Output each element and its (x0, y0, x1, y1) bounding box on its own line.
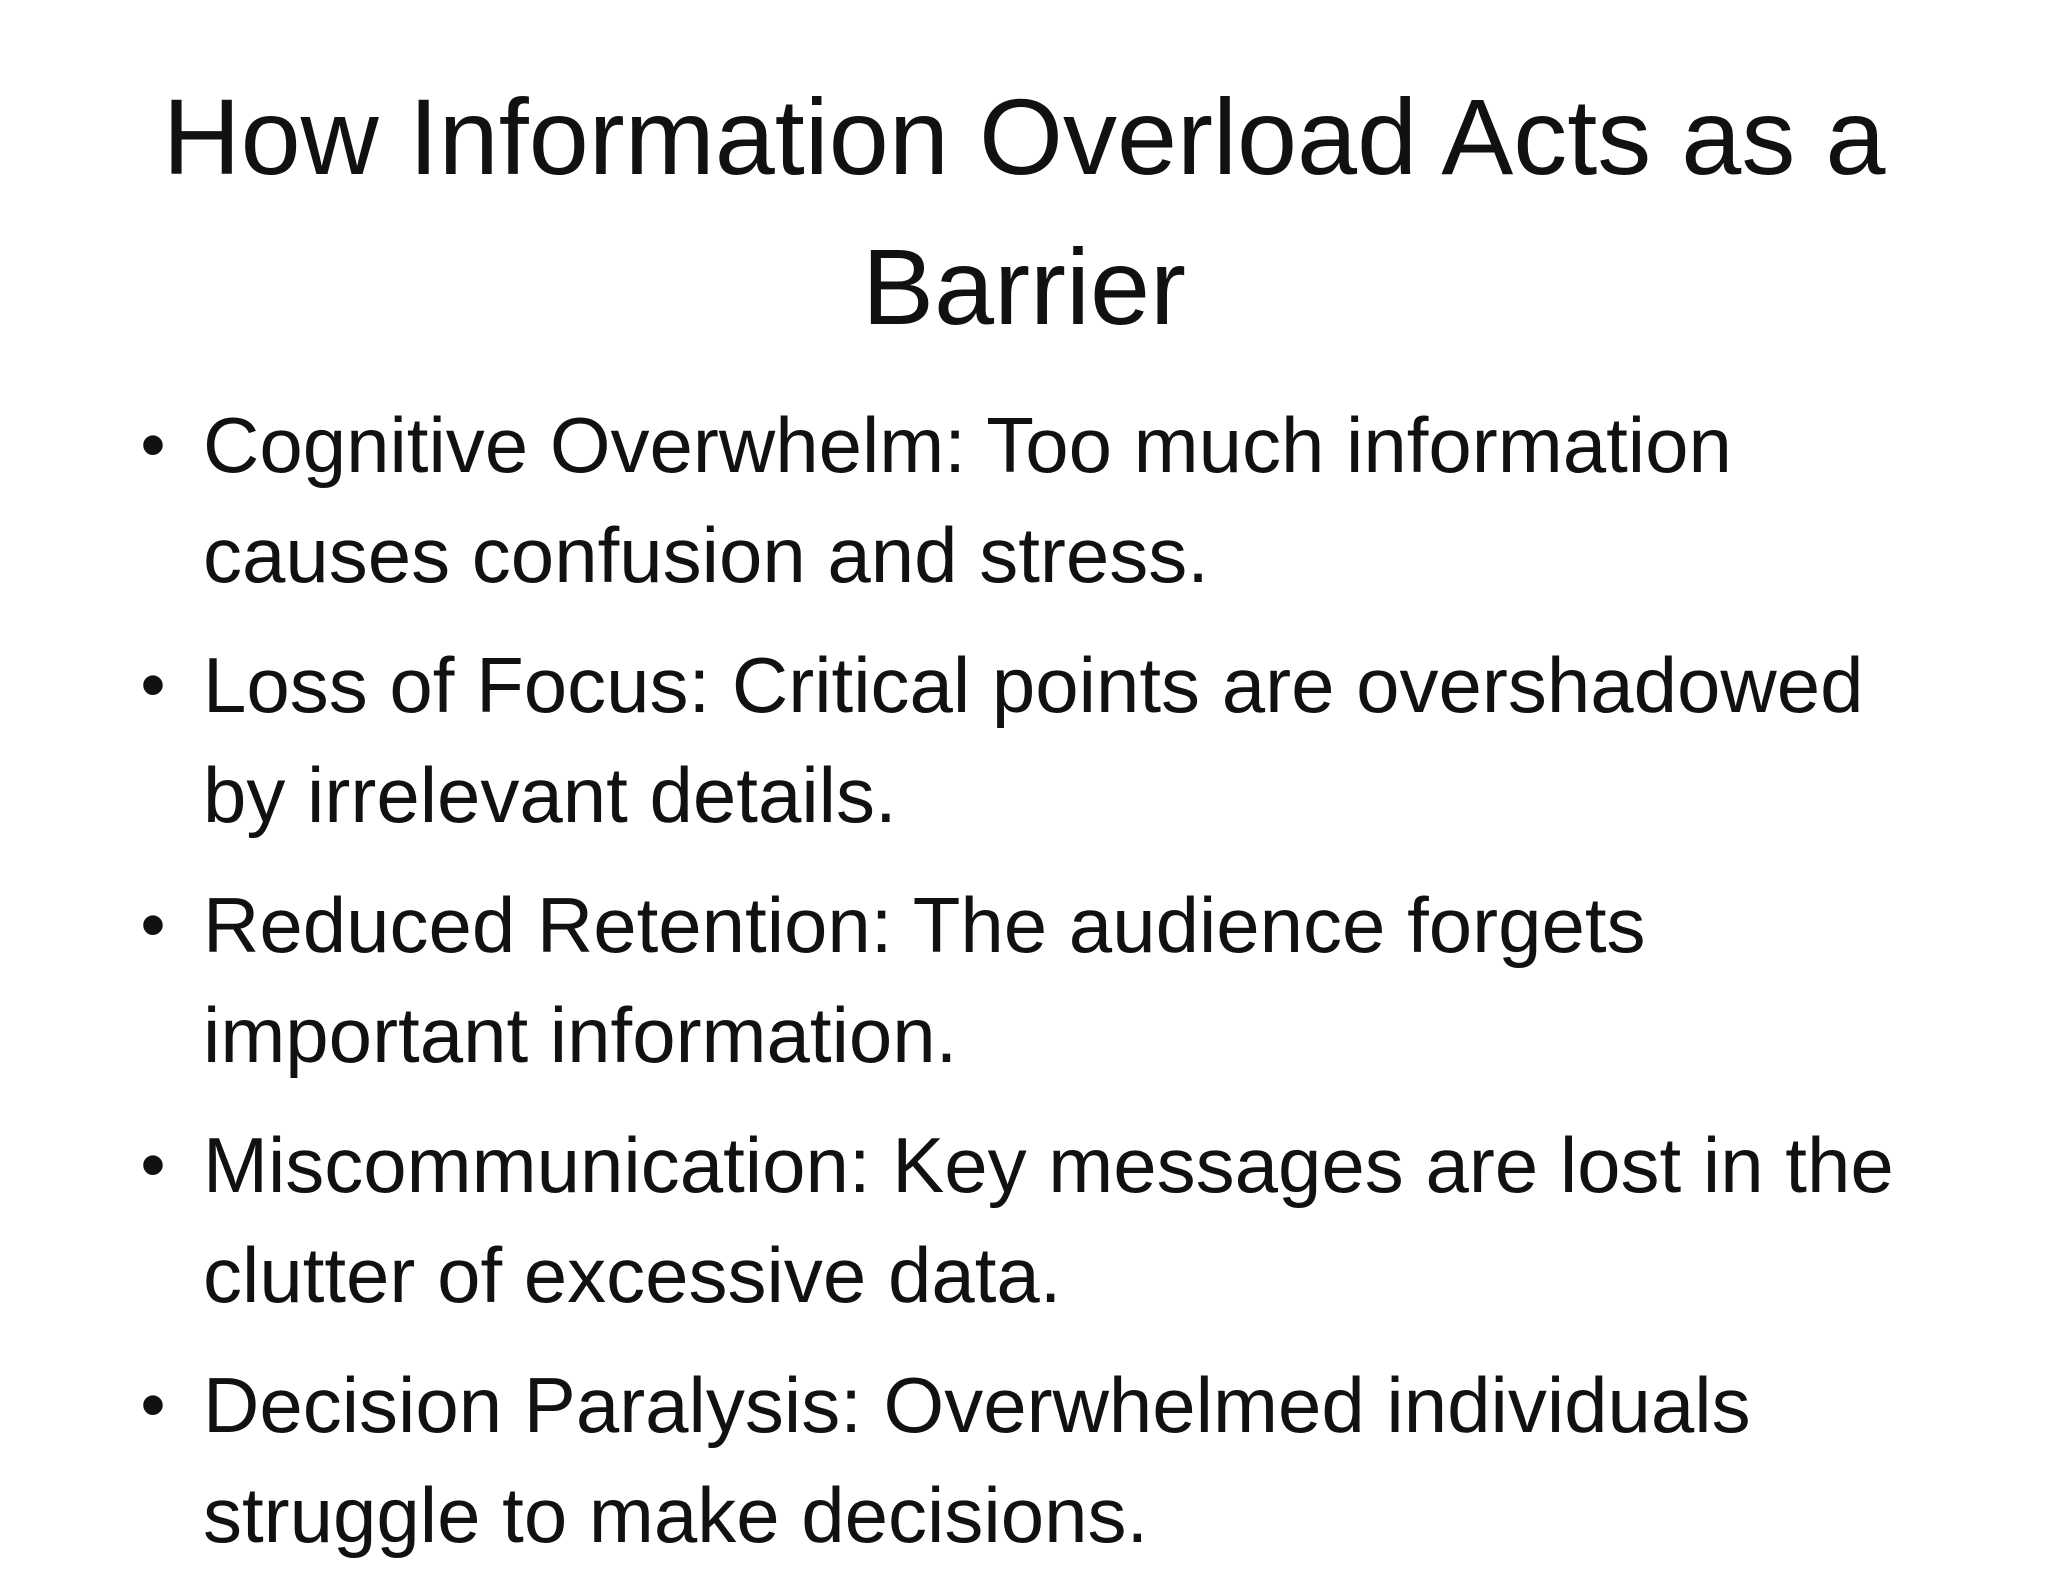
bullet-text: Decision Paralysis: Overwhelmed individuals struggle to make decisions. (203, 1361, 1751, 1559)
bullet-icon: • (140, 405, 166, 485)
bullet-text: Miscommunication: Key messages are lost in the clutter of excessive data. (203, 1121, 1894, 1319)
slide-title: How Information Overload Acts as a Barrier (162, 76, 1886, 347)
bullet-text: Loss of Focus: Critical points are overshadowed by irrelevant details. (203, 641, 1864, 839)
bullet-icon: • (140, 645, 166, 725)
bullet-item-reduced-retention (120, 870, 1930, 1090)
bullet-text: Cognitive Overwhelm: Too much information causes confusion and stress. (203, 401, 1732, 599)
bullet-item-decision-paralysis (120, 1350, 1930, 1570)
bullet-icon: • (140, 1365, 166, 1445)
bullet-icon: • (140, 885, 166, 965)
bullet-item-miscommunication (120, 1110, 1930, 1330)
bullet-item-cognitive-overwhelm (120, 390, 1930, 610)
bullet-text: Reduced Retention: The audience forgets important information. (203, 881, 1646, 1079)
bullet-item-loss-of-focus (120, 630, 1930, 850)
bullet-icon: • (140, 1125, 166, 1205)
bullet-list (120, 390, 1930, 1590)
